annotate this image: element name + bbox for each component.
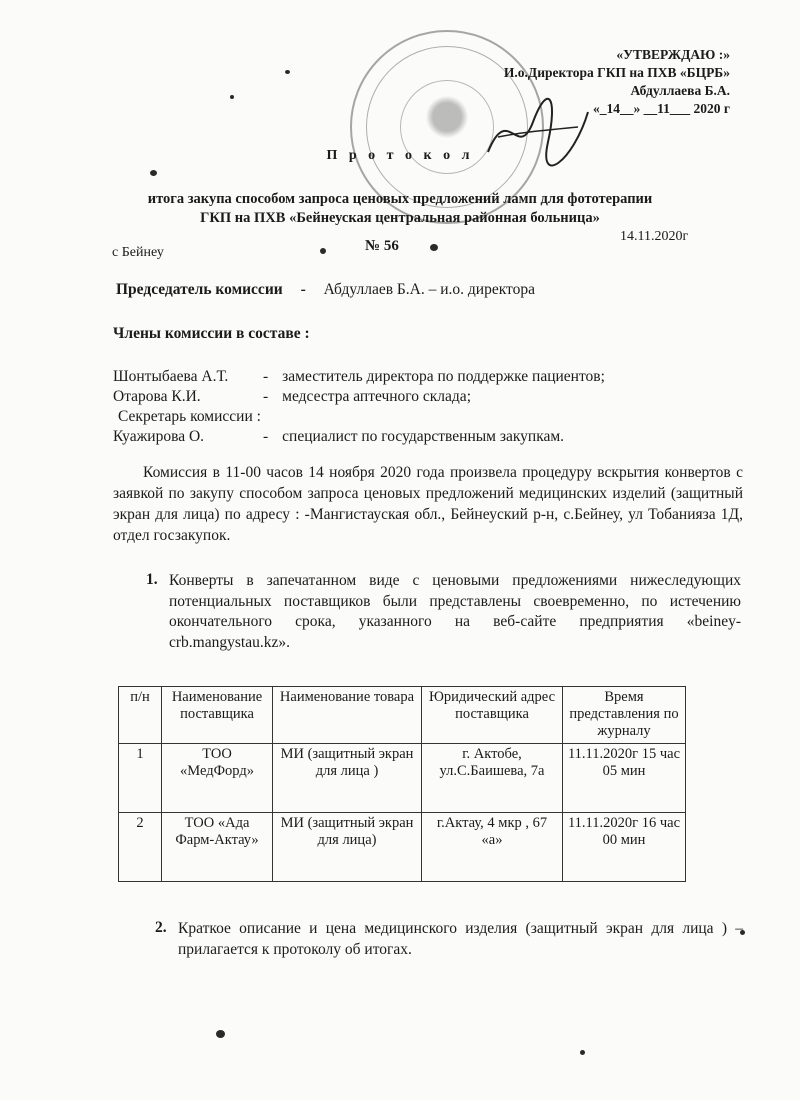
header-cell: Время представления по журналу <box>563 687 686 744</box>
chairman-dash: - <box>300 281 306 298</box>
table-header-row <box>119 687 686 744</box>
header-cell: Наименование товара <box>273 687 422 744</box>
cell-product: МИ (защитный экран для лица) <box>273 813 422 882</box>
item-2-text: Краткое описание и цена медицинского изделия (защитный экран для лица ) – прилагается к протоколу об итогах. <box>178 920 743 958</box>
protocol-title: П р о т о к о л <box>326 148 474 163</box>
chairman-label: Председатель комиссии <box>116 281 283 298</box>
header-cell: Наименование поставщика <box>162 687 273 744</box>
chairman-value: Абдуллаев Б.А. – и.о. директора <box>323 281 535 298</box>
cell-number: 1 <box>119 744 162 813</box>
chairman-line <box>116 281 535 299</box>
approval-name: Абдуллаева Б.А. <box>630 83 730 98</box>
cell-time: 11.11.2020г 15 час 05 мин <box>563 744 686 813</box>
header-cell: Юридический адрес поставщика <box>422 687 563 744</box>
approval-block <box>504 46 730 118</box>
approval-title: «УТВЕРЖДАЮ :» <box>616 47 730 62</box>
cell-address: г. Актобе, ул.С.Баишева, 7а <box>422 744 563 813</box>
speck <box>430 244 438 251</box>
speck <box>230 95 234 99</box>
approval-position: И.о.Директора ГКП на ПХВ «БЦРБ» <box>503 65 730 80</box>
secretary-dash: - <box>263 428 269 445</box>
suppliers-table <box>118 686 686 882</box>
cell-number: 2 <box>119 813 162 882</box>
table-row <box>119 813 686 882</box>
speck <box>285 70 290 74</box>
members-heading: Члены комиссии в составе : <box>113 325 310 342</box>
member-dash: - <box>263 388 269 405</box>
speck <box>580 1050 585 1055</box>
member-dash: - <box>263 368 269 385</box>
cell-supplier: ТОО «Ада Фарм-Актау» <box>162 813 273 882</box>
cell-supplier: ТОО «МедФорд» <box>162 744 273 813</box>
protocol-number: № 56 <box>365 238 399 254</box>
table-row <box>119 744 686 813</box>
item-1-number: 1. <box>146 571 158 588</box>
member-name: Шонтыбаева А.Т. <box>113 368 229 385</box>
speck <box>150 170 157 176</box>
item-2-number: 2. <box>155 919 167 936</box>
member-row <box>113 388 471 406</box>
approval-date: «_14__» __11___ 2020 г <box>592 101 730 116</box>
member-role: заместитель директора по поддержке пациентов; <box>282 368 605 385</box>
protocol-place: с Бейнеу <box>112 245 164 260</box>
item-1-text: Конверты в запечатанном виде с ценовыми предложениями нижеследующих потенциальных поставщиков были представлены своевременно, по истечению окончательного срока, указанного на веб-сайте предприятия «beiney-crb.mangystau.kz». <box>169 572 741 651</box>
protocol-date: 14.11.2020г <box>620 229 689 244</box>
subtitle-line-2: ГКП на ПХВ «Бейнеуская центральная районная больница» <box>200 210 600 226</box>
main-paragraph: Комиссия в 11-00 часов 14 ноября 2020 года произвела процедуру вскрытия конвертов с заявкой по закупу способом запроса ценовых предложений медицинских изделий (защитный экран для лица) по адресу : -Мангистауская обл., Бейнеуский р-н, с.Бейнеу, ул Тобанияза 1Д, отдел госзакупок. <box>113 464 743 544</box>
cell-product: МИ (защитный экран для лица ) <box>273 744 422 813</box>
speck <box>216 1030 225 1038</box>
member-row <box>113 368 605 386</box>
subtitle-line-1: итога закупа способом запроса ценовых предложений ламп для фототерапии <box>147 191 653 207</box>
secretary-name: Куажирова О. <box>113 428 205 445</box>
member-role: медсестра аптечного склада; <box>282 388 471 405</box>
header-cell: п/н <box>119 687 162 744</box>
secretary-row <box>113 428 564 446</box>
protocol-subtitle <box>0 190 800 228</box>
speck <box>320 248 326 254</box>
cell-time: 11.11.2020г 16 час 00 мин <box>563 813 686 882</box>
secretary-label: Секретарь комиссии : <box>118 408 261 425</box>
secretary-role: специалист по государственным закупкам. <box>282 428 565 445</box>
cell-address: г.Актау, 4 мкр , 67 «а» <box>422 813 563 882</box>
member-name: Отарова К.И. <box>113 388 201 405</box>
